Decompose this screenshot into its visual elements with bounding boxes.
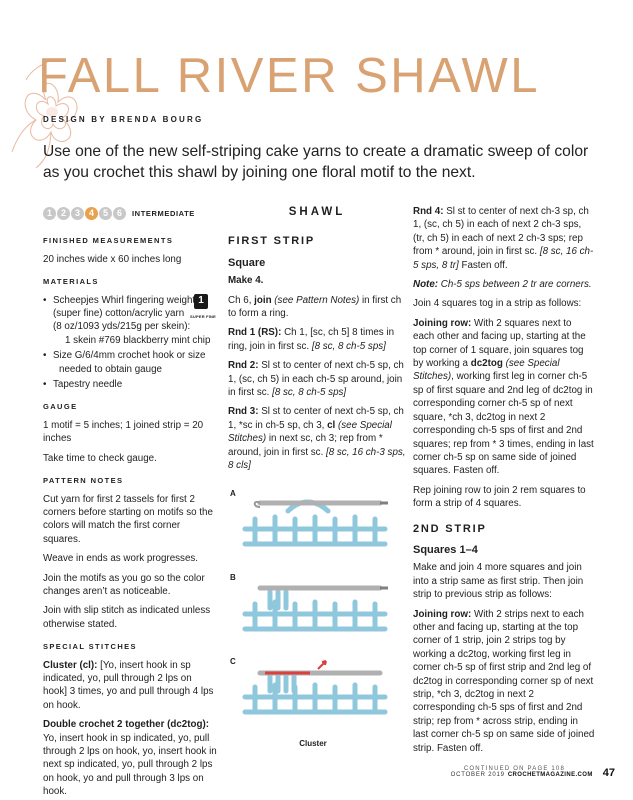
joining-row-1-text-b: , working first leg in corner ch-5 sp of first square and 2nd leg of dc2tog in corresponding corner ch-5 sp of next square, *ch 3, dc2tog in next 2 corresponding ch-5 sps of first and 2nd squares; rep from * 3 times, ending in last corner ch-5 sp on same side of joined squares. Fasten off. [413,371,594,477]
finished-measurements-text: 20 inches wide x 60 inches long [43,253,182,265]
page-number: 47 [602,767,615,779]
yarn-weight-number: 1 [194,294,208,309]
gauge-text-2: Take time to check gauge. [43,452,157,464]
pattern-note-1: Cut yarn for first 2 tassels for first 2 corners before starting on motifs so the colors will match the first corner squares. [43,493,213,545]
rnd4-end: Fasten off. [458,259,508,271]
gauge-text-1: 1 motif = 5 inches; 1 joined strip = 20 inches [43,419,204,445]
rnd3-instruction [228,405,406,472]
stitch-cluster-text: [Yo, insert hook in sp indicated, yo, pull through 2 lps on hook] 3 times, yo and pull through 4 lps on hook. [43,659,214,711]
rnd4-instruction [413,205,595,272]
rnd2-count: [8 sc, 8 ch-5 sps] [272,387,347,399]
materials-yarn [43,294,218,348]
continued-note: CONTINUED ON PAGE 108 [463,766,565,773]
ch6-text-b: in first ch to form a ring. [228,294,402,320]
column-left [43,205,218,800]
yarn-weight-label: SUPER FINE [190,313,217,319]
joining-row-1-label: Joining row: [413,317,472,329]
joining-row-2-text: With 2 strips next to each other and facing up, starting at the top corner of 1 strip, join 2 strips tog by working a dc2tog, working first leg in corner ch-5 sp of first strip and 2nd leg of dc2tog in corresponding corner sp of next strip, *ch 3, dc2tog in next 2 corresponding ch-5 sps of first and 2nd strip; rep from * across strip, ending in last corner ch-5 sp on same side of joined strip. Fasten off. [413,608,595,754]
skill-dot-6: 6 [113,207,126,220]
ch6-note: (see Pattern Notes) [271,294,360,306]
figure-label-b: B [230,572,236,582]
rnd2-text: Sl st to center of next ch-5 sp, ch 1, (sc, ch 5) in each ch-5 sp around, join in first sc. [228,360,404,399]
rnd4-label: Rnd 4: [413,206,444,217]
rep-joining: Rep joining row to join 2 rem squares to form a strip of 4 squares. [413,484,586,510]
hook-line-1: Size G/6/4mm crochet hook or size [53,350,206,362]
make-join-instruction: Make and join 4 more squares and join into a strip same as first strip. Then join strip to previous strip as follows: [413,562,584,601]
page-footer [440,767,615,779]
square-heading: Square [228,256,266,269]
rnd4-text: Sl st to center of next ch-3 sp, ch 1, (sc, ch 5) in each of next 2 ch-3 sps, (tr, ch 5) in each of next 2 ch-3 sps; rep from * around, join in first sc. [413,206,589,258]
join-4-instruction: Join 4 squares tog in a strip as follows: [413,298,582,310]
skill-dot-2: 2 [57,207,70,220]
joining-row-1-dc2tog: dc2tog [470,358,503,370]
cluster-step-b-image [240,574,390,636]
cluster-illustration [228,479,398,749]
rnd4-count: [8 sc, 16 ch-5 sps, 8 tr] [413,246,594,271]
stitch-cluster-term: Cluster (cl): [43,659,98,671]
rnd3-text-b: in next sc, ch 3; rep from * around, join in first sc. [228,433,383,458]
ch6-join: join [254,294,272,306]
yarn-line-3: (8 oz/1093 yds/215g per skein): [53,321,191,333]
hook-line-2: needed to obtain gauge [59,363,162,375]
materials-block [43,294,218,392]
joining-row-2-label: Joining row: [413,608,472,620]
make-4-text: Make 4. [228,275,264,287]
make-4 [228,274,406,287]
stitch-cluster [43,659,218,713]
materials-hook [43,349,218,376]
joining-row-1-text-a: With 2 squares next to each other and facing up, starting at the top corner of 1 square, join squares tog by working a [413,317,586,370]
ch6-text-a: Ch 6, [228,294,255,306]
rnd3-note: (see Special Stitches) [228,419,392,445]
materials-needle: • Tapestry needle [43,378,218,391]
second-strip-heading: 2ND STRIP [413,522,487,535]
materials-list [43,294,218,392]
first-strip-heading: FIRST STRIP [228,235,316,248]
corner-note-text: Ch-5 sps between 2 tr are corners. [438,279,592,291]
figure-caption: Cluster [299,739,327,749]
cluster-step-c-image [240,657,390,719]
skill-dot-1: 1 [43,207,56,220]
joining-row-2 [413,608,595,755]
pattern-note-3: Join the motifs as you go so the color changes aren’t as noticeable. [43,572,205,597]
stitch-dc2tog-term: Double crochet 2 together (dc2tog): [43,719,210,731]
designer-byline: DESIGN BY BRENDA BOURG [43,115,204,124]
yarn-line-2: (super fine) cotton/acrylic yarn [53,308,185,320]
intro-paragraph: Use one of the new self-striping cake yarns to create a dramatic sweep of color as you crochet this shawl by joining one floral motif to the next. [43,143,589,181]
corner-note-label: Note: [413,279,439,291]
skill-label: INTERMEDIATE [132,209,195,218]
rnd1-text: Ch 1, [sc, ch 5] 8 times in ring, join in first sc. [228,327,395,352]
footer-date: OCTOBER 2019 [450,772,505,778]
rnd1-label: Rnd 1 (RS): [228,327,282,339]
yarn-line-4: 1 skein #769 blackberry mint chip [65,334,211,346]
rnd2-instruction [228,359,406,399]
pattern-notes-heading: PATTERN NOTES [43,476,124,486]
shawl-heading: SHAWL [288,206,346,218]
skill-level [43,207,218,220]
yarn-line-1: Scheepjes Whirl fingering weight [53,294,196,306]
rnd3-count: [8 sc, 16 ch-3 sps, 8 cls] [228,446,406,472]
rnd3-label: Rnd 3: [228,406,259,418]
rnd2-label: Rnd 2: [228,360,259,372]
cluster-step-a-image [240,489,390,551]
finished-measurements-heading: FINISHED MEASUREMENTS [43,236,174,246]
stitch-dc2tog [43,718,218,798]
column-middle [228,205,406,749]
rnd1-count: [8 sc, 8 ch-5 sps] [311,340,386,352]
skill-dot-5: 5 [99,207,112,220]
column-right [413,205,595,776]
joining-row-1 [413,317,595,478]
figure-label-c: C [230,656,236,666]
rnd3-cl: cl [327,419,336,431]
footer-site: CROCHETMAGAZINE.COM [507,772,593,778]
rnd3-text-a: Sl st to center of next ch-5 sp, ch 1, *sc in ch-5 sp, ch 3, [228,406,404,431]
squares-1-4-heading: Squares 1–4 [413,543,478,556]
corner-note [413,278,595,291]
skill-dot-3: 3 [71,207,84,220]
joining-row-1-note: (see Special Stitches) [413,358,560,383]
stitch-dc2tog-text: Yo, insert hook in sp indicated, yo, pull through 2 lps on hook, yo, insert hook in next sp indicated, yo, pull through 2 lps on hook, yo and pull through 3 lps on hook. [43,732,217,798]
figure-label-a: A [230,488,236,498]
ch6-instruction [228,294,406,321]
rnd1-instruction [228,326,406,353]
gauge-heading: GAUGE [43,402,78,412]
materials-heading: MATERIALS [43,277,99,287]
pattern-note-4: Join with slip stitch as indicated unless otherwise stated. [43,605,211,630]
special-stitches-heading: SPECIAL STITCHES [43,642,137,652]
page-title: FALL RIVER SHAWL [38,49,541,103]
pattern-note-2: Weave in ends as work progresses. [43,553,199,565]
skill-dot-4: 4 [85,207,98,220]
